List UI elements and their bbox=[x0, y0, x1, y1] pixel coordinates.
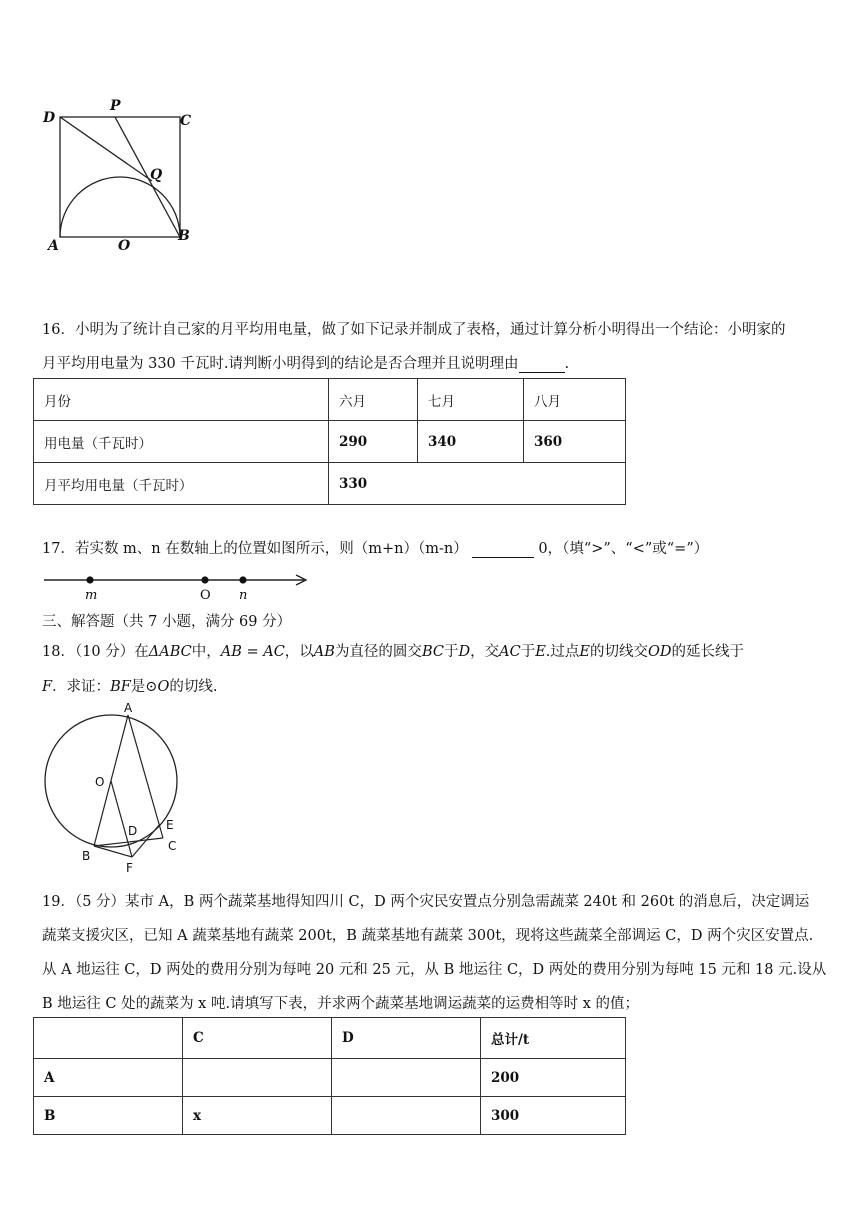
q18-line2a: ．求证： bbox=[52, 679, 111, 695]
q19-header-d: D bbox=[332, 1018, 481, 1059]
q17-text-a: 17．若实数 m、n 在数轴上的位置如图所示，则（m+n）（m-n） bbox=[42, 541, 468, 557]
q16-row1-label: 用电量（千瓦时） bbox=[34, 421, 329, 463]
q16-row1-june: 290 bbox=[329, 421, 418, 463]
q18-f: F bbox=[42, 679, 53, 695]
q18-e: E bbox=[535, 644, 546, 660]
q16-row2-value: 330 bbox=[329, 463, 626, 505]
q16-header-month: 月份 bbox=[34, 379, 329, 421]
q18-mid3: 为直径的圆交 bbox=[334, 644, 422, 660]
q16-answer-blank[interactable] bbox=[519, 356, 565, 373]
label-p: P bbox=[110, 98, 121, 114]
q19-line3: 从 A 地运往 C，D 两处的费用分别为每吨 20 元和 25 元，从 B 地运往 C，D 两处的费用分别为每吨 15 元和 18 元.设从 bbox=[42, 962, 827, 978]
q18-e2: E bbox=[579, 644, 590, 660]
q16-header-june: 六月 bbox=[329, 379, 418, 421]
q19-header-blank bbox=[34, 1018, 183, 1059]
q19-line1: 19．（5 分）某市 A，B 两个蔬菜基地得知四川 C，D 两个灾民安置点分别急需蔬菜 240t 和 260t 的消息后，决定调运 bbox=[42, 894, 810, 910]
q19-rowB-c: x bbox=[183, 1097, 332, 1135]
label-m: m bbox=[85, 588, 98, 603]
label-c: C bbox=[180, 113, 192, 129]
q18-mid1: 中， bbox=[191, 644, 221, 660]
q18-ac: AC bbox=[499, 644, 521, 660]
q18-mid6: 于 bbox=[520, 644, 536, 660]
label-o: O bbox=[118, 238, 131, 254]
label-o: O bbox=[95, 775, 105, 789]
q18-mid5: ，交 bbox=[470, 644, 500, 660]
label-n: n bbox=[239, 588, 248, 603]
q16-header-july: 七月 bbox=[418, 379, 524, 421]
circle-triangle-figure bbox=[38, 700, 198, 880]
label-c: C bbox=[168, 839, 177, 853]
q18-d: D bbox=[458, 644, 471, 660]
q19-line4: B 地运往 C 处的蔬菜为 x 吨.请填写下表，并求两个蔬菜基地调运蔬菜的运费相等时 x 的值； bbox=[42, 996, 639, 1012]
label-f: F bbox=[126, 861, 133, 875]
point-m bbox=[86, 576, 93, 583]
q16-line2-end: . bbox=[564, 356, 570, 372]
q17-line bbox=[42, 537, 708, 558]
q16-row2-label: 月平均用电量（千瓦时） bbox=[34, 463, 329, 505]
q19-rowA-label: A bbox=[34, 1059, 183, 1097]
q19-rowB-label: B bbox=[34, 1097, 183, 1135]
q19-rowA-d[interactable] bbox=[332, 1059, 481, 1097]
q18-mid9: 的延长线于 bbox=[671, 644, 744, 660]
label-d: D bbox=[128, 824, 138, 838]
label-a: A bbox=[124, 701, 133, 715]
q19-rowA-total: 200 bbox=[481, 1059, 626, 1097]
label-b: B bbox=[178, 228, 190, 244]
label-a: A bbox=[48, 238, 59, 254]
q16-row1-july: 340 bbox=[418, 421, 524, 463]
square-semicircle-figure bbox=[40, 95, 210, 260]
q18-mid4: 于 bbox=[443, 644, 459, 660]
q16-line2-text: 月平均用电量为 330 千瓦时.请判断小明得到的结论是否合理并且说明理由 bbox=[42, 356, 519, 372]
q16-row1-aug: 360 bbox=[524, 421, 626, 463]
q19-header-total: 总计/t bbox=[481, 1018, 626, 1059]
q18-prefix: 18．（10 分）在 bbox=[42, 644, 149, 660]
label-d: D bbox=[43, 110, 56, 126]
q19-rowB-d[interactable] bbox=[332, 1097, 481, 1135]
number-line bbox=[42, 568, 317, 604]
q16-line2 bbox=[42, 352, 569, 373]
q18-line1 bbox=[42, 640, 744, 661]
label-origin: O bbox=[200, 588, 211, 603]
q18-o: O bbox=[157, 679, 170, 695]
q18-line2b: 是⊙ bbox=[130, 679, 158, 695]
q19-table bbox=[33, 1017, 626, 1135]
q18-ab: AB bbox=[313, 644, 335, 660]
label-e: E bbox=[166, 818, 174, 832]
q18-bc: BC bbox=[421, 644, 444, 660]
q16-header-aug: 八月 bbox=[524, 379, 626, 421]
point-n bbox=[239, 576, 246, 583]
q18-mid2: ，以 bbox=[284, 644, 314, 660]
section-heading: 三、解答题（共 7 小题，满分 69 分） bbox=[42, 614, 292, 630]
q18-mid8: 的切线交 bbox=[589, 644, 648, 660]
q18-equation: AB = AC bbox=[220, 644, 285, 660]
q19-header-c: C bbox=[183, 1018, 332, 1059]
q18-mid7: .过点 bbox=[545, 644, 580, 660]
q16-table bbox=[33, 378, 626, 505]
q18-triangle: ΔABC bbox=[148, 644, 192, 660]
label-q: Q bbox=[150, 167, 163, 183]
q19-rowA-c[interactable] bbox=[183, 1059, 332, 1097]
q19-line2: 蔬菜支援灾区，已知 A 蔬菜基地有蔬菜 200t，B 蔬菜基地有蔬菜 300t，现将这些蔬菜全部调运 C，D 两个灾区安置点. bbox=[42, 928, 814, 944]
q18-bf: BF bbox=[110, 679, 131, 695]
q17-answer-blank[interactable] bbox=[472, 541, 534, 558]
q18-line2 bbox=[42, 675, 217, 696]
q16-line1: 16．小明为了统计自己家的月平均用电量，做了如下记录并制成了表格，通过计算分析小明得出一个结论：小明家的 bbox=[42, 322, 786, 338]
q18-od: OD bbox=[647, 644, 672, 660]
point-origin bbox=[201, 576, 208, 583]
label-b: B bbox=[82, 849, 91, 863]
q18-line2c: 的切线. bbox=[169, 679, 218, 695]
q19-rowB-total: 300 bbox=[481, 1097, 626, 1135]
q17-text-b: 0，（填“>”、“<”或“=”） bbox=[533, 541, 709, 557]
